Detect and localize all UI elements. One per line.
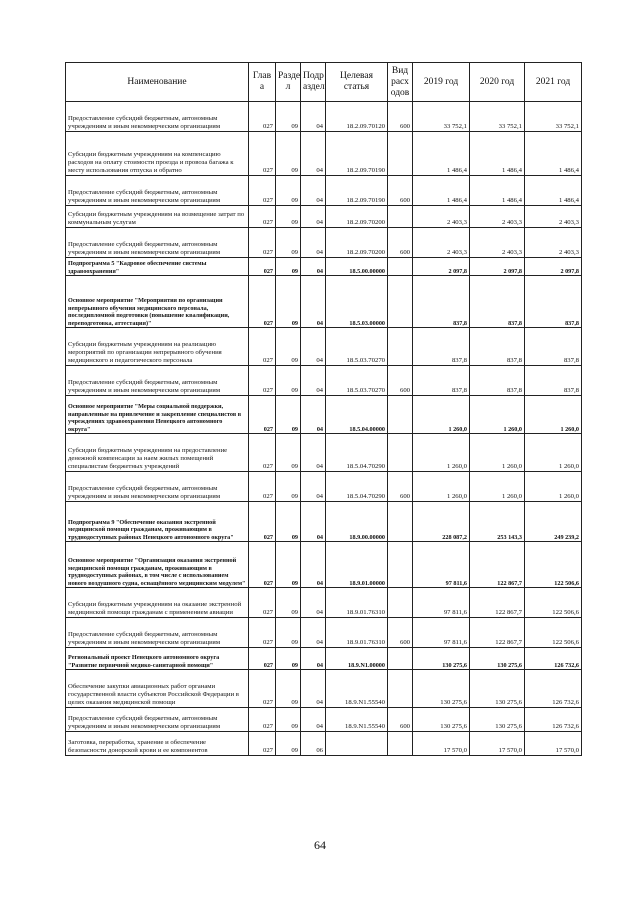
- row-2021-cell: 122 506,6: [525, 618, 582, 648]
- row-podrazdel-cell: 04: [301, 502, 326, 542]
- row-2021-cell: 2 097,8: [525, 258, 582, 276]
- row-2019-cell: 130 275,6: [413, 648, 470, 670]
- header-razdel: Разде л: [276, 63, 301, 102]
- table-row: [66, 732, 582, 756]
- row-2019-cell: 1 260,0: [413, 472, 470, 502]
- table-row: [66, 618, 582, 648]
- row-2019-cell: 17 570,0: [413, 732, 470, 756]
- row-razdel-cell: 09: [276, 102, 301, 132]
- row-glava-cell: 027: [249, 328, 276, 366]
- row-vid-cell: [388, 276, 413, 328]
- row-2021-cell: 1 486,4: [525, 176, 582, 206]
- row-glava-cell: 027: [249, 708, 276, 732]
- row-2019-cell: 2 403,3: [413, 206, 470, 228]
- row-target-cell: 18.5.04.00000: [326, 396, 388, 434]
- row-vid-cell: [388, 542, 413, 588]
- row-2020-cell: 1 260,0: [470, 472, 525, 502]
- row-2019-cell: 837,8: [413, 328, 470, 366]
- row-target-cell: 18.5.04.70290: [326, 434, 388, 472]
- row-2021-cell: 837,8: [525, 366, 582, 396]
- row-target-cell: 18.2.09.70190: [326, 132, 388, 176]
- row-vid-cell: 600: [388, 228, 413, 258]
- row-2020-cell: 253 143,3: [470, 502, 525, 542]
- row-vid-cell: [388, 328, 413, 366]
- row-glava-cell: 027: [249, 588, 276, 618]
- row-2020-cell: 2 097,8: [470, 258, 525, 276]
- table-header-row: [66, 63, 582, 102]
- header-vid: Вид расх одов: [388, 63, 413, 102]
- row-target-cell: 18.5.00.00000: [326, 258, 388, 276]
- row-name-cell: Подпрограмма 5 "Кадровое обеспечение системы здравоохранения": [66, 258, 249, 276]
- row-podrazdel-cell: 04: [301, 276, 326, 328]
- row-2020-cell: 2 403,3: [470, 206, 525, 228]
- row-2019-cell: 1 260,0: [413, 396, 470, 434]
- row-glava-cell: 027: [249, 434, 276, 472]
- row-podrazdel-cell: 04: [301, 258, 326, 276]
- row-2019-cell: 1 486,4: [413, 132, 470, 176]
- row-razdel-cell: 09: [276, 396, 301, 434]
- row-razdel-cell: 09: [276, 328, 301, 366]
- row-razdel-cell: 09: [276, 228, 301, 258]
- row-podrazdel-cell: 04: [301, 176, 326, 206]
- row-podrazdel-cell: 04: [301, 472, 326, 502]
- header-podrazdel: Подр аздел: [301, 63, 326, 102]
- row-glava-cell: 027: [249, 206, 276, 228]
- row-podrazdel-cell: 04: [301, 102, 326, 132]
- row-name-cell: Предоставление субсидий бюджетным, автономным учреждениям и иным некоммерческим организациям: [66, 176, 249, 206]
- row-vid-cell: 600: [388, 366, 413, 396]
- row-podrazdel-cell: 04: [301, 618, 326, 648]
- row-2019-cell: 1 486,4: [413, 176, 470, 206]
- row-glava-cell: 027: [249, 366, 276, 396]
- row-2019-cell: 33 752,1: [413, 102, 470, 132]
- table-row: [66, 588, 582, 618]
- row-2021-cell: 1 486,4: [525, 132, 582, 176]
- row-glava-cell: 027: [249, 102, 276, 132]
- row-2020-cell: 122 867,7: [470, 618, 525, 648]
- table-row: [66, 648, 582, 670]
- row-2021-cell: 2 403,3: [525, 228, 582, 258]
- row-target-cell: 18.2.09.70120: [326, 102, 388, 132]
- row-name-cell: Основное мероприятие "Мероприятия по организации непрерывного обучения медицинского персонала, последипломной подготовки (повышение квалификации, переподготовка, аттестация)": [66, 276, 249, 328]
- row-target-cell: 18.9.01.00000: [326, 542, 388, 588]
- budget-table-sheet: [65, 62, 581, 756]
- row-glava-cell: 027: [249, 132, 276, 176]
- row-name-cell: Заготовка, переработка, хранение и обеспечение безопасности донорской крови и ее компонентов: [66, 732, 249, 756]
- row-2021-cell: 1 260,0: [525, 434, 582, 472]
- row-target-cell: 18.9.00.00000: [326, 502, 388, 542]
- table-row: [66, 708, 582, 732]
- row-glava-cell: 027: [249, 228, 276, 258]
- row-vid-cell: [388, 732, 413, 756]
- row-2019-cell: 837,8: [413, 276, 470, 328]
- row-vid-cell: [388, 396, 413, 434]
- row-razdel-cell: 09: [276, 434, 301, 472]
- row-name-cell: Основное мероприятие "Меры социальной поддержки, направленные на привлечение и закрепление специалистов в учреждениях здравоохранения Ненецкого автономного округа": [66, 396, 249, 434]
- row-2020-cell: 130 275,6: [470, 648, 525, 670]
- table-row: [66, 328, 582, 366]
- table-row: [66, 366, 582, 396]
- row-target-cell: 18.9.01.76310: [326, 588, 388, 618]
- row-target-cell: 18.9.N1.55540: [326, 670, 388, 708]
- header-target: Целевая статья: [326, 63, 388, 102]
- row-podrazdel-cell: 04: [301, 708, 326, 732]
- table-row: [66, 102, 582, 132]
- row-2020-cell: 1 260,0: [470, 396, 525, 434]
- row-name-cell: Субсидии бюджетным учреждениям на возмещение затрат по коммунальным услугам: [66, 206, 249, 228]
- row-2020-cell: 1 486,4: [470, 132, 525, 176]
- header-2021: 2021 год: [525, 63, 582, 102]
- row-name-cell: Предоставление субсидий бюджетным, автономным учреждениям и иным некоммерческим организациям: [66, 708, 249, 732]
- row-razdel-cell: 09: [276, 366, 301, 396]
- row-name-cell: Предоставление субсидий бюджетным, автономным учреждениям и иным некоммерческим организациям: [66, 618, 249, 648]
- row-target-cell: 18.2.09.70200: [326, 228, 388, 258]
- row-2021-cell: 122 506,6: [525, 542, 582, 588]
- row-2021-cell: 126 732,6: [525, 648, 582, 670]
- row-2020-cell: 33 752,1: [470, 102, 525, 132]
- row-razdel-cell: 09: [276, 618, 301, 648]
- row-glava-cell: 027: [249, 276, 276, 328]
- row-target-cell: 18.5.03.70270: [326, 328, 388, 366]
- row-2020-cell: 122 867,7: [470, 588, 525, 618]
- table-row: [66, 542, 582, 588]
- row-2020-cell: 837,8: [470, 328, 525, 366]
- table-row: [66, 434, 582, 472]
- row-vid-cell: 600: [388, 102, 413, 132]
- row-razdel-cell: 09: [276, 542, 301, 588]
- row-podrazdel-cell: 04: [301, 434, 326, 472]
- row-name-cell: Предоставление субсидий бюджетным, автономным учреждениям и иным некоммерческим организациям: [66, 102, 249, 132]
- row-vid-cell: 600: [388, 708, 413, 732]
- row-2019-cell: 97 811,6: [413, 542, 470, 588]
- row-name-cell: Субсидии бюджетным учреждениям на оказание экстренной медицинской помощи гражданам с применением авиации: [66, 588, 249, 618]
- row-podrazdel-cell: 04: [301, 588, 326, 618]
- row-glava-cell: 027: [249, 396, 276, 434]
- row-glava-cell: 027: [249, 502, 276, 542]
- row-glava-cell: 027: [249, 732, 276, 756]
- row-target-cell: 18.9.N1.00000: [326, 648, 388, 670]
- row-razdel-cell: 09: [276, 258, 301, 276]
- table-row: [66, 176, 582, 206]
- row-name-cell: Основное мероприятие "Организация оказания экстренной медицинской помощи гражданам, проживающим в труднодоступных районах, в том числе с использованием нового воздушного судна, оснащённого медицинским модулем": [66, 542, 249, 588]
- row-2021-cell: 122 506,6: [525, 588, 582, 618]
- row-2021-cell: 126 732,6: [525, 708, 582, 732]
- row-2021-cell: 837,8: [525, 328, 582, 366]
- row-target-cell: 18.5.03.00000: [326, 276, 388, 328]
- row-2021-cell: 837,8: [525, 276, 582, 328]
- row-name-cell: Подпрограмма 9 "Обеспечение оказания экстренной медицинской помощи гражданам, проживающим в труднодоступных районах Ненецкого автономного округа": [66, 502, 249, 542]
- row-razdel-cell: 09: [276, 588, 301, 618]
- row-name-cell: Субсидии бюджетным учреждениям на реализацию мероприятий по организации непрерывного обучения медицинского и педагогического персонала: [66, 328, 249, 366]
- table-body: [66, 102, 582, 756]
- row-razdel-cell: 09: [276, 176, 301, 206]
- row-2019-cell: 130 275,6: [413, 708, 470, 732]
- row-2021-cell: 1 260,0: [525, 472, 582, 502]
- row-glava-cell: 027: [249, 670, 276, 708]
- row-razdel-cell: 09: [276, 206, 301, 228]
- row-name-cell: Региональный проект Ненецкого автономного округа "Развитие первичной медико-санитарной помощи": [66, 648, 249, 670]
- table-row: [66, 396, 582, 434]
- row-2019-cell: 2 097,8: [413, 258, 470, 276]
- row-glava-cell: 027: [249, 176, 276, 206]
- row-podrazdel-cell: 04: [301, 132, 326, 176]
- row-name-cell: Обеспечение закупки авиационных работ органами государственной власти субъектов Российской Федерации в целях оказания медицинской помощи: [66, 670, 249, 708]
- row-target-cell: 18.9.N1.55540: [326, 708, 388, 732]
- row-razdel-cell: 09: [276, 708, 301, 732]
- row-2020-cell: 130 275,6: [470, 670, 525, 708]
- row-target-cell: [326, 732, 388, 756]
- header-name: Наименование: [66, 63, 249, 102]
- row-name-cell: Предоставление субсидий бюджетным, автономным учреждениям и иным некоммерческим организациям: [66, 472, 249, 502]
- row-2019-cell: 228 087,2: [413, 502, 470, 542]
- row-target-cell: 18.9.01.76310: [326, 618, 388, 648]
- row-vid-cell: [388, 206, 413, 228]
- row-glava-cell: 027: [249, 542, 276, 588]
- row-glava-cell: 027: [249, 472, 276, 502]
- row-2020-cell: 1 486,4: [470, 176, 525, 206]
- row-razdel-cell: 09: [276, 472, 301, 502]
- row-vid-cell: [388, 670, 413, 708]
- row-2019-cell: 97 811,6: [413, 588, 470, 618]
- table-row: [66, 132, 582, 176]
- row-2020-cell: 130 275,6: [470, 708, 525, 732]
- row-name-cell: Субсидии бюджетным учреждениям на предоставление денежной компенсации за наем жилых помещений специалистам бюджетных учреждений: [66, 434, 249, 472]
- header-glava: Глав а: [249, 63, 276, 102]
- row-2019-cell: 130 275,6: [413, 670, 470, 708]
- table-row: [66, 502, 582, 542]
- row-podrazdel-cell: 04: [301, 670, 326, 708]
- row-2019-cell: 837,8: [413, 366, 470, 396]
- row-podrazdel-cell: 04: [301, 206, 326, 228]
- row-target-cell: 18.5.03.70270: [326, 366, 388, 396]
- row-2021-cell: 249 239,2: [525, 502, 582, 542]
- row-name-cell: Предоставление субсидий бюджетным, автономным учреждениям и иным некоммерческим организациям: [66, 228, 249, 258]
- row-razdel-cell: 09: [276, 670, 301, 708]
- row-2020-cell: 837,8: [470, 366, 525, 396]
- table-row: [66, 206, 582, 228]
- row-target-cell: 18.2.09.70200: [326, 206, 388, 228]
- row-2019-cell: 97 811,6: [413, 618, 470, 648]
- row-podrazdel-cell: 04: [301, 648, 326, 670]
- row-podrazdel-cell: 04: [301, 328, 326, 366]
- row-target-cell: 18.2.09.70190: [326, 176, 388, 206]
- row-razdel-cell: 09: [276, 648, 301, 670]
- row-vid-cell: [388, 502, 413, 542]
- row-target-cell: 18.5.04.70290: [326, 472, 388, 502]
- row-podrazdel-cell: 04: [301, 542, 326, 588]
- row-vid-cell: [388, 258, 413, 276]
- row-vid-cell: 600: [388, 176, 413, 206]
- row-2020-cell: 122 867,7: [470, 542, 525, 588]
- row-glava-cell: 027: [249, 648, 276, 670]
- table-row: [66, 472, 582, 502]
- row-2019-cell: 2 403,3: [413, 228, 470, 258]
- row-2021-cell: 1 260,0: [525, 396, 582, 434]
- row-razdel-cell: 09: [276, 132, 301, 176]
- row-2019-cell: 1 260,0: [413, 434, 470, 472]
- row-2021-cell: 126 732,6: [525, 670, 582, 708]
- row-vid-cell: 600: [388, 472, 413, 502]
- row-glava-cell: 027: [249, 618, 276, 648]
- header-2020: 2020 год: [470, 63, 525, 102]
- row-2020-cell: 17 570,0: [470, 732, 525, 756]
- row-podrazdel-cell: 04: [301, 366, 326, 396]
- page-number: 64: [314, 838, 326, 852]
- row-2020-cell: 1 260,0: [470, 434, 525, 472]
- row-razdel-cell: 09: [276, 732, 301, 756]
- row-2021-cell: 2 403,3: [525, 206, 582, 228]
- row-podrazdel-cell: 04: [301, 228, 326, 258]
- row-razdel-cell: 09: [276, 502, 301, 542]
- row-2020-cell: 837,8: [470, 276, 525, 328]
- row-podrazdel-cell: 06: [301, 732, 326, 756]
- row-podrazdel-cell: 04: [301, 396, 326, 434]
- table-row: [66, 276, 582, 328]
- table-row: [66, 228, 582, 258]
- row-glava-cell: 027: [249, 258, 276, 276]
- table-row: [66, 670, 582, 708]
- row-name-cell: Предоставление субсидий бюджетным, автономным учреждениям и иным некоммерческим организациям: [66, 366, 249, 396]
- header-2019: 2019 год: [413, 63, 470, 102]
- budget-table: [65, 62, 582, 756]
- row-vid-cell: [388, 434, 413, 472]
- row-vid-cell: [388, 648, 413, 670]
- row-vid-cell: 600: [388, 618, 413, 648]
- row-razdel-cell: 09: [276, 276, 301, 328]
- row-2020-cell: 2 403,3: [470, 228, 525, 258]
- row-2021-cell: 33 752,1: [525, 102, 582, 132]
- row-vid-cell: [388, 588, 413, 618]
- row-vid-cell: [388, 132, 413, 176]
- table-row: [66, 258, 582, 276]
- row-name-cell: Субсидии бюджетным учреждениям на компенсацию расходов на оплату стоимости проезда и провоза багажа к месту использования отпуска и обратно: [66, 132, 249, 176]
- row-2021-cell: 17 570,0: [525, 732, 582, 756]
